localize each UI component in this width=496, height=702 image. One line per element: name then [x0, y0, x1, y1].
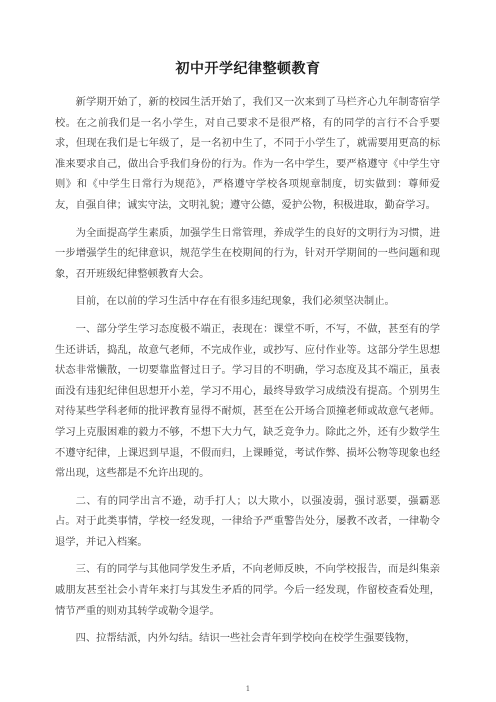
paragraph-item-2: 二、有的同学出言不逊，动手打人；以大欺小，以强凌弱，强讨恶要，强霸恶占。对于此类事情，学校一经发现，一律给予严重警告处分，屡教不改者，一律勒令退学，并记入档案。	[55, 494, 440, 548]
document-title: 初中开学纪律整顿教育	[175, 61, 321, 77]
paragraph-item-1: 一、部分学生学习态度极不端正，表现在：课堂不听，不写，不做，甚至有的学生还讲话，捣乱，故意气老师，不完成作业，或抄写、应付作业等。这部分学生思想状态非常懒散，一切要靠监督过日子。学习目的不明确，学习态度及其不端正，虽表面没有违犯纪律但思想开小差，学习不用心，最终导致学习成绩没有提高。个别男生对待某些学科老师的批评教育显得不耐烦，甚至在公开场合顶撞老师或故意气老师。学习上克服困难的毅力不够，不想下大力气，缺乏竞争力。除此之外，还有少数学生不遵守纪律，上课迟到早退，不假而归，上课睡觉，考试作弊、损坏公物等现象也经常出现，这些都是不允许出现的。	[55, 322, 440, 480]
paragraph-item-3: 三、有的同学与其他同学发生矛盾，不向老师反映，不向学校报告，而是纠集亲戚朋友甚至社会小青年来打与其发生矛盾的同学。今后一经发现，作留校查看处理，情节严重的则劝其转学或勒令退学。	[55, 563, 440, 617]
document-body	[55, 92, 440, 656]
paragraph-intro: 新学期开始了，新的校园生活开始了，我们又一次来到了马栏齐心九年制寄宿学校。在之前我们是一名小学生，对自己要求不是很严格，有的同学的言行不合乎要求，但现在我们是七年级了，是一名初中生了，不同于小学生了，就需要用更高的标准来要求自己，做出合乎我们身份的行为。作为一名中学生，要严格遵守《中学生守则》和《中学生日常行为规范》，严格遵守学校各项规章制度，切实做到：尊师爱友，自强自律；诚实守法，文明礼貌；遵守公德，爱护公物，积极进取，勤奋学习。	[55, 96, 440, 211]
paragraph-current-issues: 目前，在以前的学习生活中存在有很多违纪现象，我们必须坚决制止。	[75, 295, 395, 308]
paragraph-item-4: 四、拉帮结派，内外勾结。结识一些社会青年到学校向在校学生强要钱物，	[75, 632, 416, 645]
page-number: 1	[245, 685, 251, 693]
paragraph-purpose: 为全面提高学生素质，加强学生日常管理，养成学生的良好的文明行为习惯，进一步增强学生的纪律意识，规范学生在校期间的行为，针对开学期间的一些问题和现象，召开班级纪律整顿教育大会。	[55, 226, 440, 280]
